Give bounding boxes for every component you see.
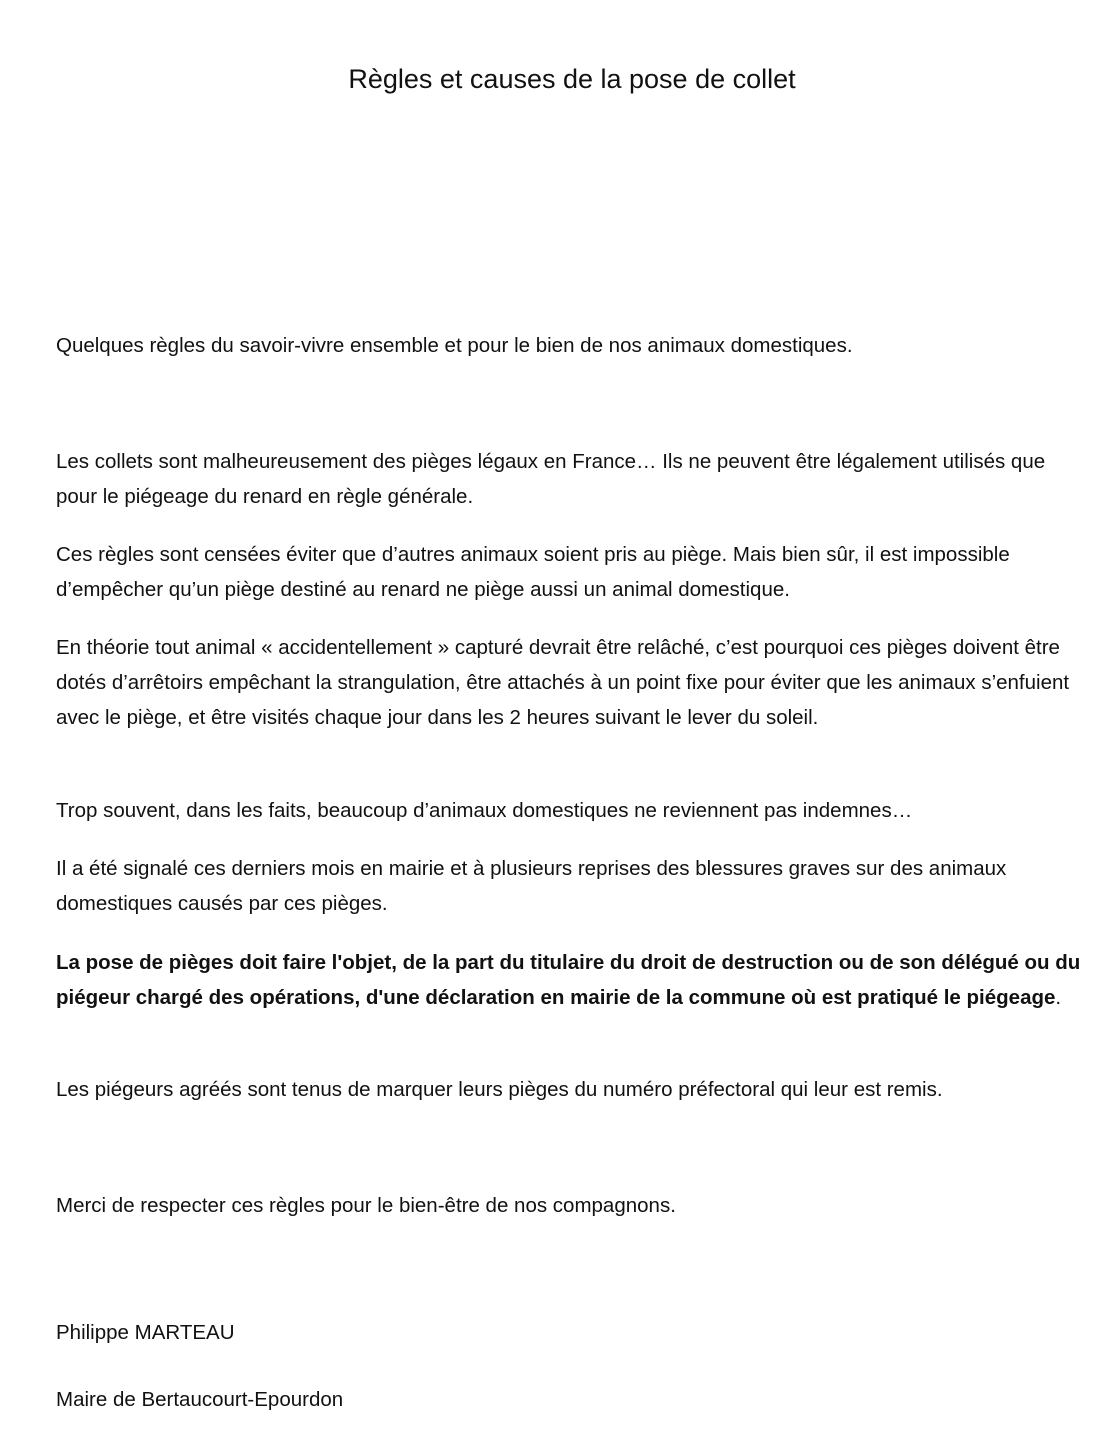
paragraph-trop-souvent: Trop souvent, dans les faits, beaucoup d’animaux domestiques ne reviennent pas indemnes… [56, 799, 913, 822]
signature-role: Maire de Bertaucourt-Epourdon [56, 1388, 344, 1411]
document-title: Règles et causes de la pose de collet [348, 64, 796, 94]
paragraph-declaration-mairie [56, 945, 1090, 1015]
paragraph-piegeurs-agrees: Les piégeurs agréés sont tenus de marquer leurs pièges du numéro préfectoral qui leur est remis. [56, 1078, 943, 1101]
paragraph-autres-animaux: Ces règles sont censées éviter que d’autres animaux soient pris au piège. Mais bien sûr, il est impossible d’empêcher qu’un piège destiné au renard ne piège aussi un animal domestique. [56, 543, 1010, 601]
paragraph-signalements: Il a été signalé ces derniers mois en mairie et à plusieurs reprises des blessures graves sur des animaux domestiques causés par ces pièges. [56, 857, 1007, 915]
signature-name: Philippe MARTEAU [56, 1321, 235, 1344]
declaration-period: . [1055, 986, 1062, 1009]
paragraph-collets-legaux: Les collets sont malheureusement des pièges légaux en France… Ils ne peuvent être légalement utilisés que pour le piégeage du renard en règle générale. [56, 450, 1046, 508]
paragraph-theorie: En théorie tout animal « accidentellement » capturé devrait être relâché, c’est pourquoi ces pièges doivent être dotés d’arrêtoirs empêchant la strangulation, être attachés à un point fixe pour éviter que les animaux s’enfuient avec le piège, et être visités chaque jour dans les 2 heures suivant le lever du soleil. [56, 636, 1070, 729]
thanks-paragraph: Merci de respecter ces règles pour le bien-être de nos compagnons. [56, 1194, 676, 1217]
intro-paragraph: Quelques règles du savoir-vivre ensemble et pour le bien de nos animaux domestiques. [56, 334, 853, 357]
declaration-bold-text: La pose de pièges doit faire l'objet, de la part du titulaire du droit de destruction ou de son délégué ou du piégeur chargé des opérations, d'une déclaration en mairie de la commune où est pratiqué le piégeage [56, 951, 1081, 1009]
